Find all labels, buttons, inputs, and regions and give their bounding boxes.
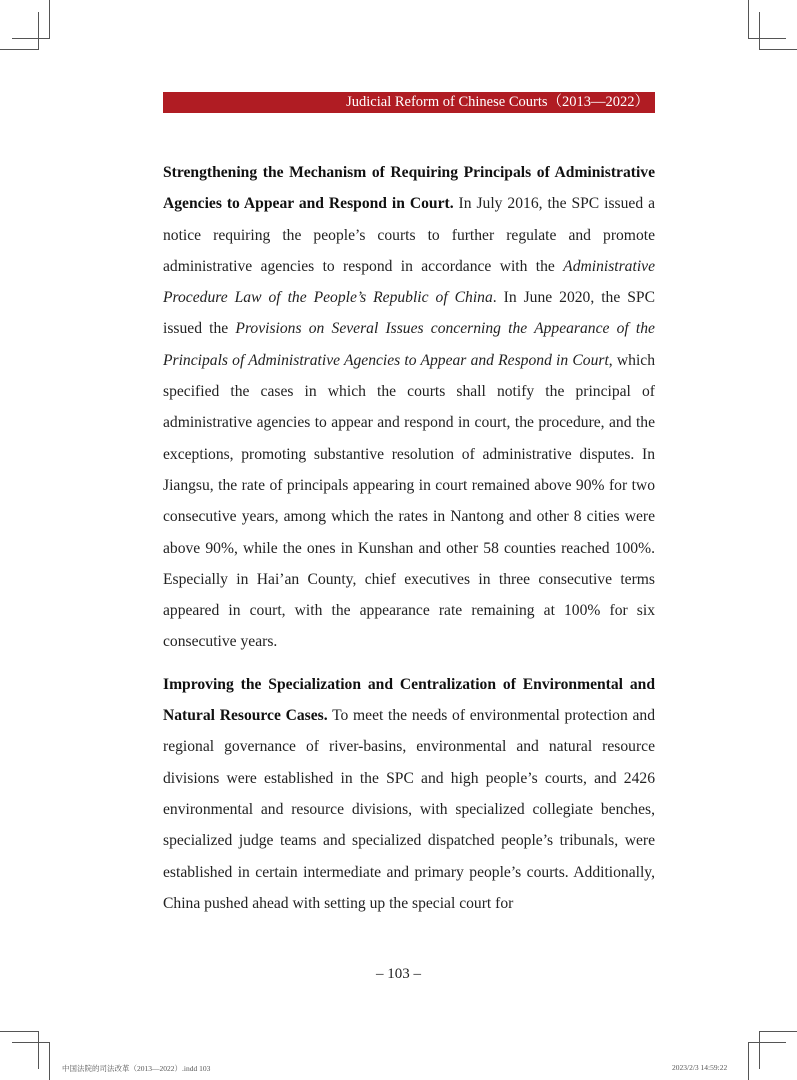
crop-mark [12,38,50,39]
running-header [163,92,655,113]
text-segment: In July 2016, the SPC issued a notice requiring the people’s courts to further regulate and promote administrative agencies to respond in accordance with the [163,195,655,275]
slug-file-info: 中国法院的司法改革（2013—2022）.indd 103 [62,1064,211,1073]
paragraph-admin-principals [163,157,655,658]
crop-mark [748,1042,749,1080]
crop-mark [748,38,786,39]
text-segment: . In June 2020, the SPC issued the [163,289,655,338]
provisions-title: Provisions on Several Issues concerning the Appearance of the Principals of Administrative Agencies to Appear and Respond in Court [163,320,655,369]
crop-mark [38,12,39,50]
page-number: – 103 – [376,966,421,982]
text-segment: , which specified the cases in which the courts shall notify the principal of administrative agencies to appear and respond in court, the procedure, and the exceptions, promoting substantive resolution of administrative disputes. In Jiangsu, the rate of principals appearing in court remained above 90% for two consecutive years, among which the rates in Nantong and other 8 cities were above 90%, while the ones in Kunshan and other 58 counties reached 100%. Especially in Hai’an County, chief executives in three consecutive terms appeared in court, with the appearance rate remaining at 100% for six consecutive years. [163,351,656,651]
running-title: Judicial Reform of Chinese Courts（2013—2022） [346,94,649,110]
slug-timestamp: 2023/2/3 14:59:22 [672,1063,728,1072]
paragraph-heading: Strengthening the Mechanism of Requiring Principals of Administrative Agencies to Appear and Respond in Court. [163,164,655,213]
crop-mark [0,1031,39,1032]
crop-mark [0,49,39,50]
crop-mark [748,0,749,38]
law-title: Administrative Procedure Law of the People’s Republic of China [163,257,655,307]
crop-mark [49,0,50,38]
crop-mark [759,1031,797,1032]
crop-mark [759,12,760,50]
text-segment: To meet the needs of environmental protection and regional governance of river-basins, environmental and natural resource divisions were established in the SPC and high people’s courts, and 2426 environmental and resource divisions, with specialized collegiate benches, specialized judge teams and specialized dispatched people’s tribunals, were established in certain intermediate and primary people’s courts. Additionally, China pushed ahead with setting up the special court for [163,707,655,912]
crop-mark [759,49,797,50]
crop-mark [38,1031,39,1069]
paragraph-heading: Improving the Specialization and Centralization of Environmental and Natural Resource Cases. [163,675,655,725]
paragraph-environmental-cases [163,669,655,919]
crop-mark [12,1042,50,1043]
crop-mark [748,1042,786,1043]
crop-mark [759,1031,760,1069]
body-text [163,157,655,930]
crop-mark [49,1042,50,1080]
